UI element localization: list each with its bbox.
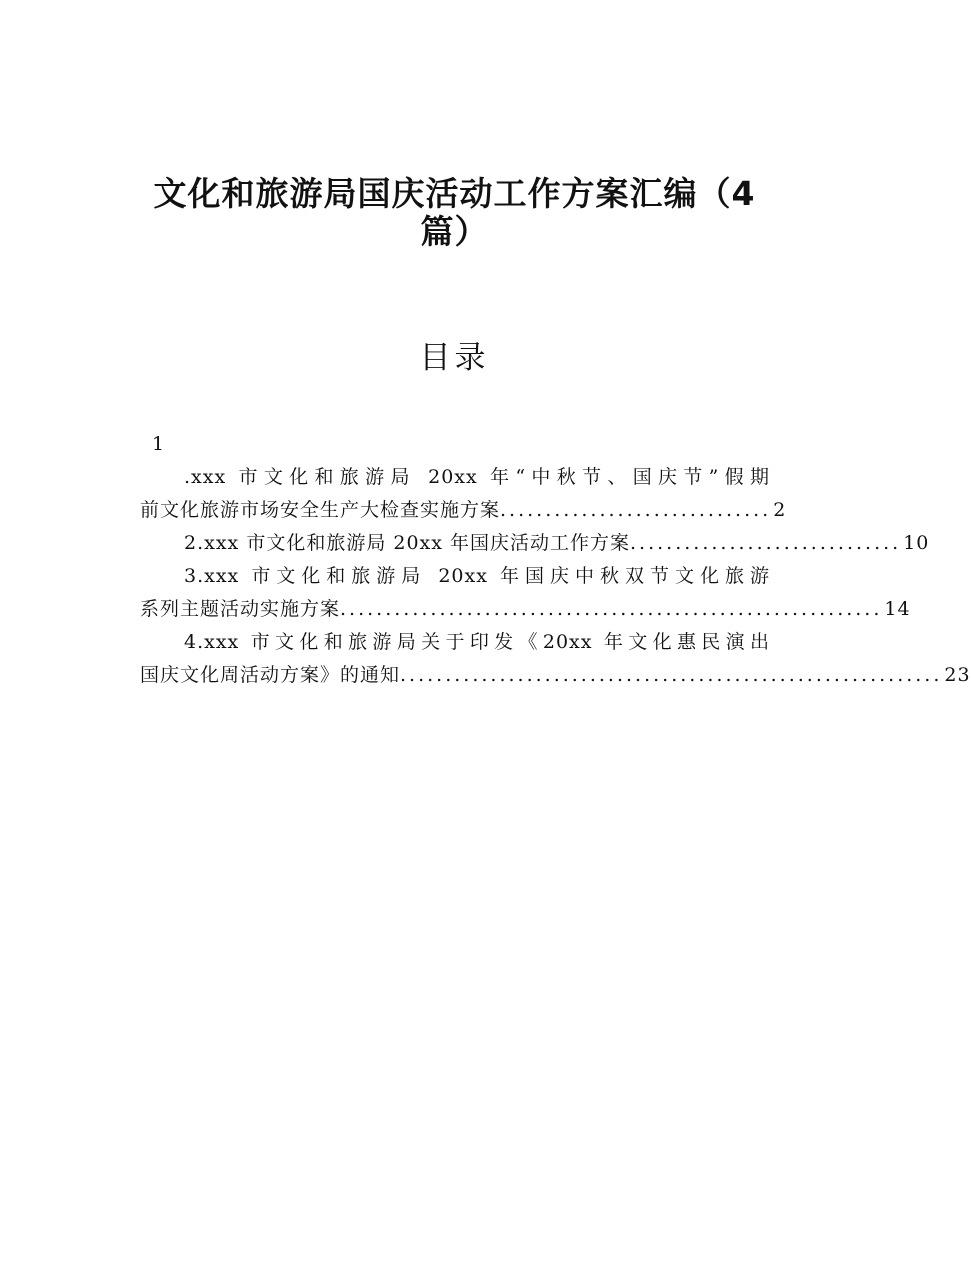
table-of-contents <box>140 428 971 692</box>
toc-entry-2-leader-dots: .............................. <box>630 532 902 554</box>
toc-entry-3-page-number: 14 <box>884 598 911 620</box>
toc-entry-2-line-1[interactable] <box>140 527 930 560</box>
toc-entry-1-line-1[interactable]: .xxx 市文化和旅游局 20xx 年“中秋节、国庆节”假期 <box>184 466 770 488</box>
toc-entry-4-line-1[interactable]: 4.xxx 市文化和旅游局关于印发《20xx 年文化惠民演出 <box>184 631 770 653</box>
toc-heading: 目录 <box>419 340 490 376</box>
toc-entry-3-line-1[interactable]: 3.xxx 市文化和旅游局 20xx 年国庆中秋双节文化旅游 <box>184 565 770 587</box>
document-title-line-2: 篇） <box>420 212 489 251</box>
toc-entry-3-line-2[interactable] <box>140 593 911 626</box>
toc-entry-4-line-2[interactable] <box>140 659 971 692</box>
toc-entry-3-title-tail: 系列主题活动实施方案 <box>140 598 341 620</box>
toc-entry-1-number: 1 <box>152 433 165 455</box>
toc-entry-4-page-number: 23 <box>944 664 971 686</box>
toc-entry-4-title-tail: 国庆文化周活动方案》的通知 <box>140 664 401 686</box>
toc-entry-2-title: 2.xxx 市文化和旅游局 20xx 年国庆活动工作方案 <box>184 532 631 554</box>
document-title-line-1: 文化和旅游局国庆活动工作方案汇编（4 <box>153 174 756 213</box>
toc-entry-3-leader-dots: ............................................................ <box>340 598 883 620</box>
toc-entry-1-leader-dots: .............................. <box>500 499 772 521</box>
toc-entry-1-page-number: 2 <box>773 499 787 521</box>
toc-entry-1-title-tail: 前文化旅游市场安全生产大检查实施方案 <box>140 499 501 521</box>
toc-entry-4-leader-dots: ............................................................ <box>400 664 943 686</box>
toc-entry-2-page-number: 10 <box>903 532 930 554</box>
toc-entry-1-line-2[interactable] <box>140 494 787 527</box>
